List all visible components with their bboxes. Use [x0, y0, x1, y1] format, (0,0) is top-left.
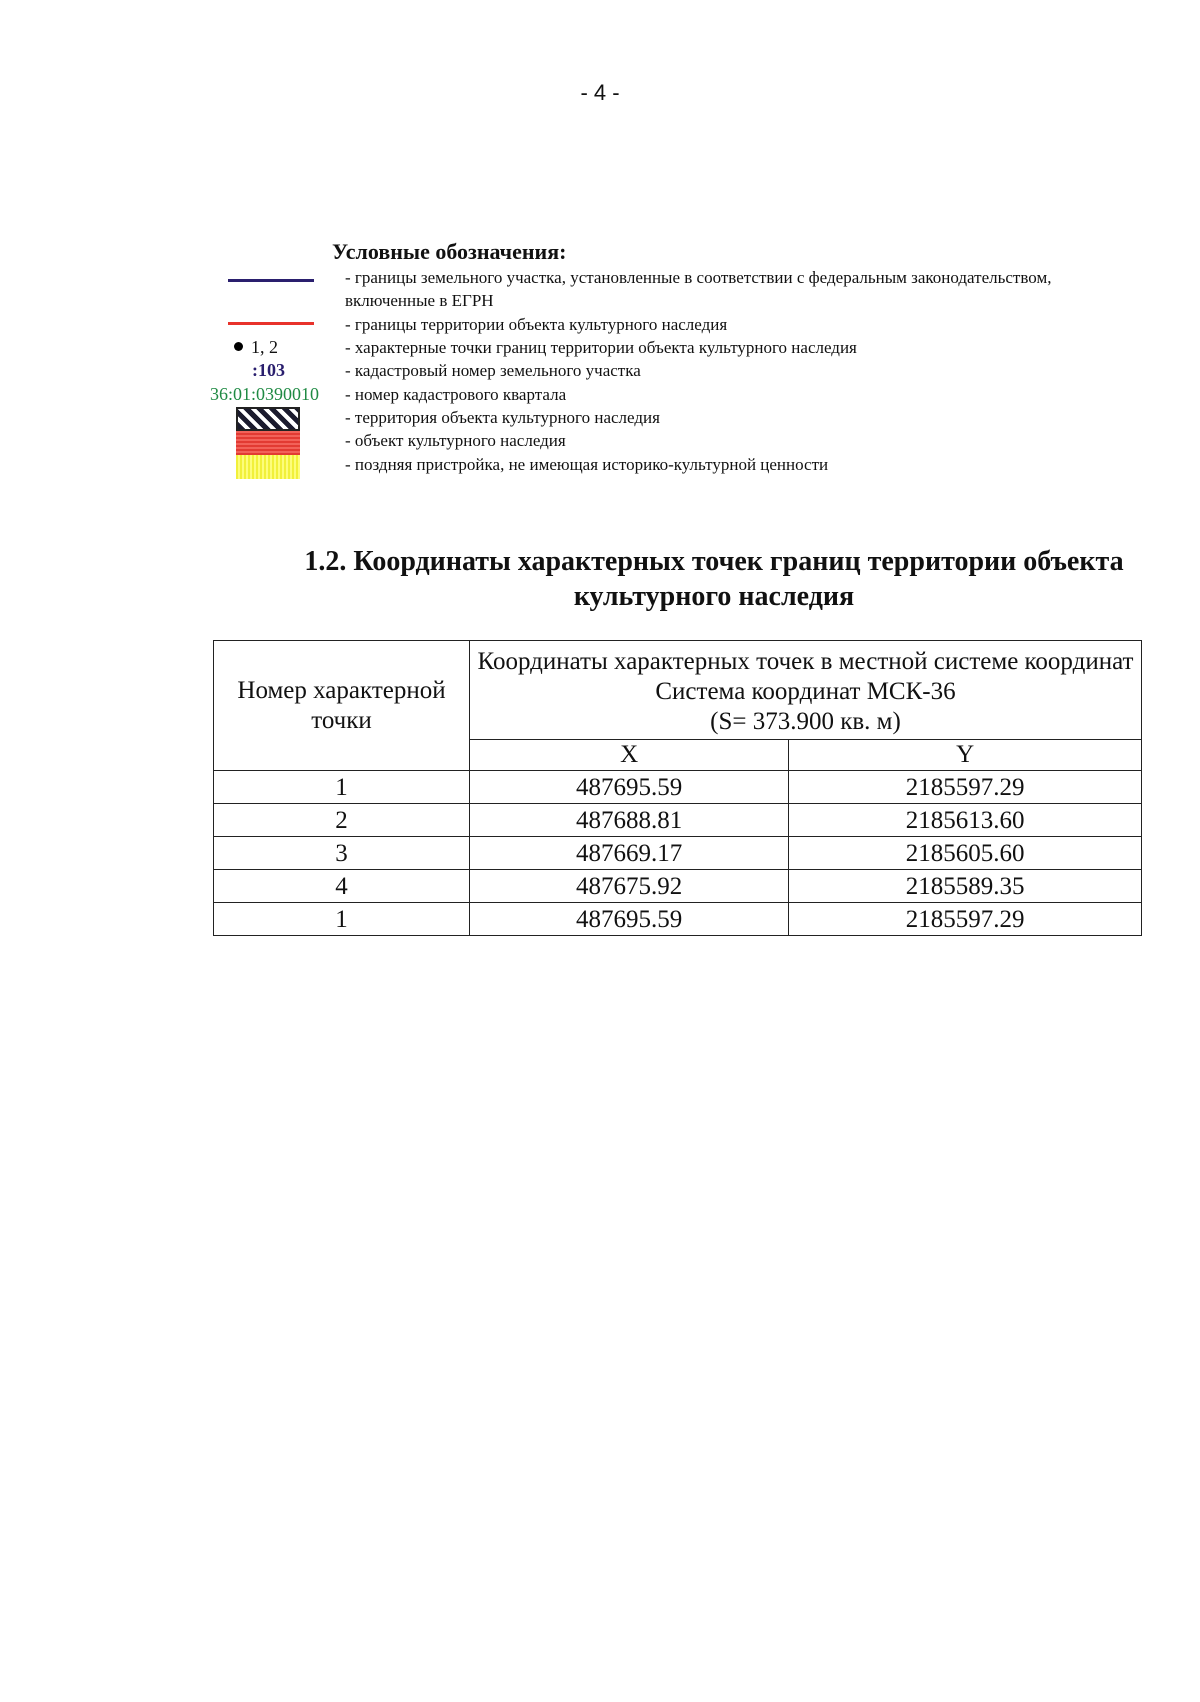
coordinates-header-line1: Координаты характерных точек в местной системе координат	[477, 648, 1134, 675]
coordinates-header	[470, 641, 1142, 740]
x-cell: 487669.17	[470, 837, 789, 870]
y-header: Y	[789, 740, 1142, 771]
table-header-row	[214, 641, 1142, 740]
table-row	[214, 837, 1142, 870]
legend-item-cadastral-quarter: - номер кадастрового квартала	[345, 385, 567, 404]
y-cell: 2185597.29	[789, 771, 1142, 804]
legend-item-heritage-territory: - территория объекта культурного наследия	[345, 408, 660, 427]
table-row	[214, 903, 1142, 936]
heritage-object-swatch	[236, 431, 300, 455]
y-cell: 2185589.35	[789, 870, 1142, 903]
points-symbol-label: 1, 2	[251, 337, 278, 357]
legend-item-heritage-boundary: - границы территории объекта культурного наследия	[345, 315, 728, 334]
table-row	[214, 870, 1142, 903]
coordinates-header-line3: (S= 373.900 кв. м)	[710, 708, 901, 735]
section-heading-line2: культурного наследия	[573, 581, 855, 612]
y-cell: 2185605.60	[789, 837, 1142, 870]
x-cell: 487695.59	[470, 903, 789, 936]
late-annex-swatch	[236, 455, 300, 479]
coordinates-header-line2: Система координат МСК-36	[655, 678, 956, 705]
heritage-territory-swatch	[236, 407, 300, 431]
section-heading	[284, 544, 1144, 614]
legend-item-land-boundary: - границы земельного участка, установленные в соответствии с федеральным законодательством, включенные в ЕГРН	[345, 268, 1052, 310]
heritage-boundary-line-symbol	[228, 322, 314, 325]
cadastral-quarter-symbol: 36:01:0390010	[210, 384, 320, 404]
table-row	[214, 804, 1142, 837]
y-cell: 2185613.60	[789, 804, 1142, 837]
x-header: X	[470, 740, 789, 771]
legend-item-cadastral-number: - кадастровый номер земельного участка	[345, 361, 641, 380]
legend-item-heritage-object: - объект культурного наследия	[345, 431, 566, 450]
y-cell: 2185597.29	[789, 903, 1142, 936]
point-number-cell: 3	[214, 837, 470, 870]
x-cell: 487675.92	[470, 870, 789, 903]
land-boundary-line-symbol	[228, 279, 314, 282]
point-number-cell: 2	[214, 804, 470, 837]
point-dot-icon	[234, 342, 243, 351]
characteristic-points-symbol	[234, 337, 278, 358]
legend-title: Условные обозначения:	[332, 239, 567, 264]
legend-item-points: - характерные точки границ территории объекта культурного наследия	[345, 338, 857, 357]
legend-item-late-annex: - поздняя пристройка, не имеющая историко-культурной ценности	[345, 455, 829, 474]
cadastral-number-symbol: :103	[252, 360, 285, 380]
x-cell: 487695.59	[470, 771, 789, 804]
section-heading-line1: 1.2. Координаты характерных точек границ территории объекта	[304, 546, 1124, 577]
point-number-cell: 1	[214, 771, 470, 804]
page-number: - 4 -	[580, 80, 620, 105]
x-cell: 487688.81	[470, 804, 789, 837]
coordinates-table	[213, 640, 1142, 936]
point-number-cell: 1	[214, 903, 470, 936]
point-number-header: Номер характерной точки	[214, 641, 470, 771]
table-row	[214, 771, 1142, 804]
point-number-cell: 4	[214, 870, 470, 903]
